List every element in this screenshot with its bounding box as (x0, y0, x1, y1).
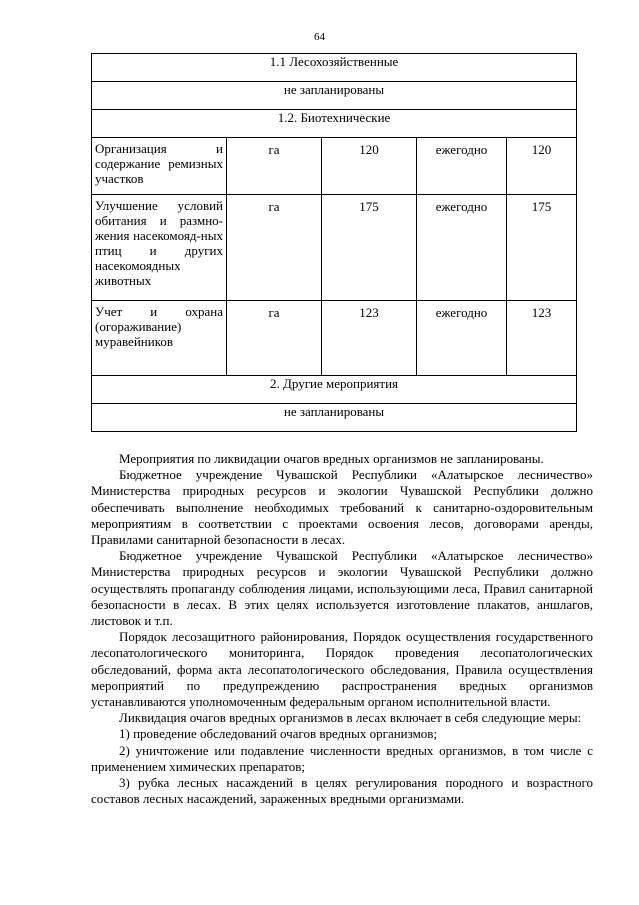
measure-total: 120 (507, 138, 577, 195)
table-row (92, 404, 577, 432)
paragraph: Мероприятия по ликвидации очагов вредных организмов не запланированы. (119, 451, 544, 466)
table-row (92, 138, 577, 195)
table-row (92, 376, 577, 404)
table-row (92, 54, 577, 82)
measure-total: 175 (507, 195, 577, 301)
measure-volume: 120 (322, 138, 417, 195)
section-heading: 1.2. Биотехнические (92, 110, 577, 138)
paragraph: Порядок лесозащитного районирования, Порядок осуществления государственного лесопатологического мониторинга, Порядок проведения лесопатологических обследований, форма акта лесопатологического обследования, Правила осуществления мероприятий по предупреждению распространения вредных организмов устанавливаются уполномоченным федеральным органом исполнительной власти. (91, 629, 593, 710)
measure-name: Улучшение условий обитания и размно-жения насекомояд-ных птиц и других насекомоядных животных (92, 195, 227, 301)
paragraph: Бюджетное учреждение Чувашской Республики «Алатырское лесничество» Министерства природных ресурсов и экологии Чувашской Республики должно осуществлять пропаганду соблюдения лицами, использующими леса, Правил санитарной безопасности в лесах. В этих целях используется изготовление плакатов, аншлагов, листовок и т.п. (91, 548, 593, 629)
table-row (92, 195, 577, 301)
section-note: не запланированы (92, 82, 577, 110)
measure-volume: 123 (322, 301, 417, 376)
page-number: 64 (314, 31, 325, 43)
measure-volume: 175 (322, 195, 417, 301)
measure-name: Учет и охрана (огораживание) муравейников (92, 301, 227, 376)
measure-total: 123 (507, 301, 577, 376)
table-row (92, 301, 577, 376)
section-heading: 2. Другие мероприятия (92, 376, 577, 404)
list-item: 1) проведение обследований очагов вредных организмов; (119, 726, 438, 742)
table-row (92, 82, 577, 110)
measure-unit: га (227, 138, 322, 195)
list-item: 3) рубка лесных насаждений в целях регулирования породного и возрастного составов лесных насаждений, зараженных вредными организмами. (91, 775, 593, 807)
measure-period: ежегодно (417, 138, 507, 195)
body-text (91, 451, 593, 807)
measure-period: ежегодно (417, 195, 507, 301)
paragraph: Ликвидация очагов вредных организмов в лесах включает в себя следующие меры: (119, 710, 582, 726)
paragraph: Бюджетное учреждение Чувашской Республики «Алатырское лесничество» Министерства природных ресурсов и экологии Чувашской Республики должно обеспечивать выполнение необходимых требований к санитарно-оздоровительным мероприятиям в соответствии с проектами освоения лесов, договорами аренды, Правилами санитарной безопасности в лесах. (91, 467, 593, 548)
section-note: не запланированы (92, 404, 577, 432)
measure-period: ежегодно (417, 301, 507, 376)
measure-name: Организация и содержание ремизных участков (92, 138, 227, 195)
measure-unit: га (227, 301, 322, 376)
table-row (92, 110, 577, 138)
measures-table (91, 53, 577, 432)
section-heading: 1.1 Лесохозяйственные (92, 54, 577, 82)
measure-unit: га (227, 195, 322, 301)
list-item: 2) уничтожение или подавление численности вредных организмов, в том числе с применением химических препаратов; (91, 742, 593, 774)
